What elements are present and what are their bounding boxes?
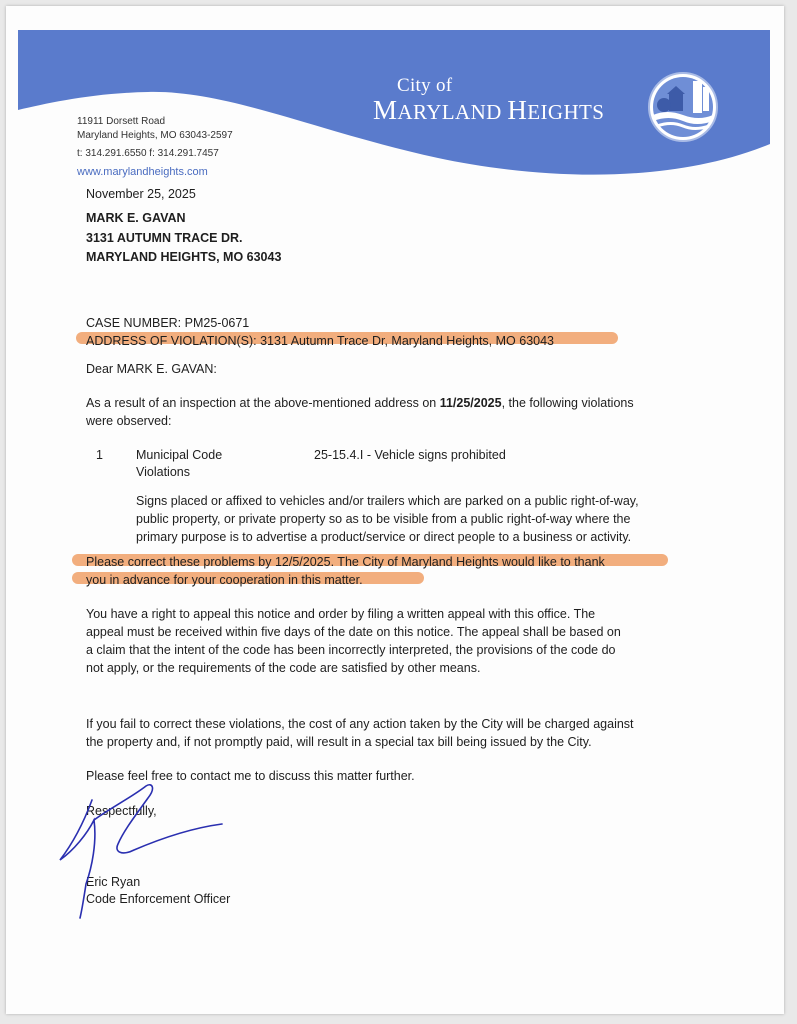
intro-line-2: were observed: (86, 414, 172, 428)
violation-address: ADDRESS OF VIOLATION(S): 3131 Autumn Trace Dr, Maryland Heights, MO 63043 (86, 334, 554, 348)
recipient-city: MARYLAND HEIGHTS, MO 63043 (86, 250, 282, 264)
intro-line-1 (86, 396, 634, 410)
correct-line: Please correct these problems by 12/5/2025. The City of Maryland Heights would like to thank (86, 555, 605, 569)
city-name-text: MARYLAND HEIGHTS (373, 95, 605, 125)
contact-line: Please feel free to contact me to discuss this matter further. (86, 769, 415, 783)
correct-line: you in advance for your cooperation in this matter. (86, 573, 363, 587)
fail-line: If you fail to correct these violations, the cost of any action taken by the City will be charged against (86, 717, 634, 731)
violation-code: 25-15.4.I - Vehicle signs prohibited (314, 448, 506, 462)
intro-date: 11/25/2025 (439, 396, 502, 410)
letterhead-city: Maryland Heights, MO 63043-2597 (77, 130, 233, 141)
violation-type-line-1: Municipal Code (136, 448, 223, 462)
intro-post: , the following violations (501, 396, 634, 410)
city-seal-logo (647, 71, 719, 143)
letter-date: November 25, 2025 (86, 187, 196, 201)
signer-title: Code Enforcement Officer (86, 892, 231, 906)
handwritten-signature (52, 772, 232, 922)
fail-line: the property and, if not promptly paid, will result in a special tax bill being issued by the City. (86, 735, 592, 749)
letterhead-street: 11911 Dorsett Road (77, 116, 166, 127)
violation-desc-line: Signs placed or affixed to vehicles and/or trailers which are parked on a public right-of-way, (136, 494, 639, 508)
case-number: CASE NUMBER: PM25-0671 (86, 316, 250, 330)
appeal-line: You have a right to appeal this notice and order by filing a written appeal with this office. The (86, 607, 596, 621)
recipient-name: MARK E. GAVAN (86, 211, 186, 225)
signer-name: Eric Ryan (86, 875, 141, 889)
appeal-line: appeal must be received within five days of the date on this notice. The appeal shall be based on (86, 625, 621, 639)
violation-desc-line: primary purpose is to advertise a product/service or direct people to a business or activity. (136, 530, 632, 544)
appeal-line: not apply, or the requirements of the code are satisfied by other means. (86, 661, 481, 675)
violation-desc-line: public property, or private property so as to be visible from a public right-of-way where the (136, 512, 631, 526)
city-of-text: City of (397, 75, 453, 96)
violation-number: 1 (96, 448, 103, 462)
violation-type-line-2: Violations (136, 465, 190, 479)
salutation: Dear MARK E. GAVAN: (86, 362, 217, 376)
closing: Respectfully, (86, 804, 157, 818)
intro-pre: As a result of an inspection at the above-mentioned address on (86, 396, 440, 410)
appeal-line: a claim that the intent of the code has been incorrectly interpreted, the provisions of the code do (86, 643, 616, 657)
recipient-street: 3131 AUTUMN TRACE DR. (86, 231, 243, 245)
letterhead-website-link[interactable]: www.marylandheights.com (77, 166, 208, 178)
letterhead-phone: t: 314.291.6550 f: 314.291.7457 (77, 148, 219, 159)
